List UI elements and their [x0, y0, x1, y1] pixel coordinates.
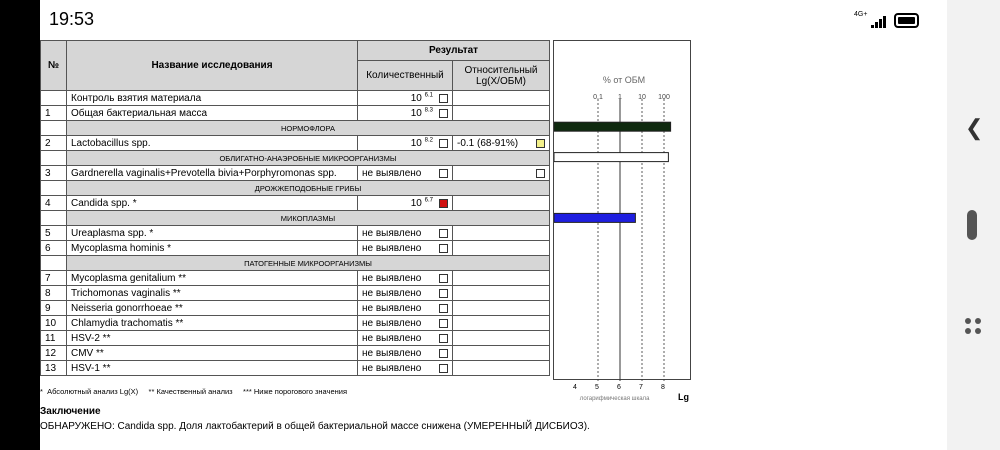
- quant-cell: [358, 106, 453, 121]
- section-row: [41, 256, 550, 271]
- qual-value: не выявлено: [362, 272, 422, 284]
- quant-cell: [358, 271, 453, 286]
- row-name: HSV-1 **: [67, 361, 358, 376]
- scroll-handle[interactable]: [967, 210, 977, 240]
- log-chart: [553, 40, 691, 380]
- chart-title: % от ОБМ: [602, 75, 646, 85]
- rel-cell: [453, 301, 550, 316]
- top-tick-label: 100: [658, 94, 670, 101]
- quant-cell: [358, 136, 453, 151]
- quant-cell: [358, 166, 453, 181]
- row-num: 10: [41, 316, 67, 331]
- qual-value: не выявлено: [362, 347, 422, 359]
- qual-value: не выявлено: [362, 167, 422, 179]
- x-axis-label: логарифмическая шкала: [579, 396, 650, 402]
- table-row: [41, 91, 550, 106]
- row-num: 5: [41, 226, 67, 241]
- result-marker: [439, 94, 448, 103]
- rel-marker: [536, 169, 545, 178]
- table-row: [41, 271, 550, 286]
- table-row: [41, 241, 550, 256]
- row-num: [41, 91, 67, 106]
- rel-cell: [453, 346, 550, 361]
- bottom-tick-label: 5: [595, 384, 599, 391]
- section-row: [41, 211, 550, 226]
- header-result: Результат: [358, 41, 550, 61]
- table-row: [41, 331, 550, 346]
- row-num: 9: [41, 301, 67, 316]
- conclusion-title: Заключение: [40, 406, 101, 417]
- header-name: Название исследования: [67, 41, 358, 91]
- quant-cell: [358, 346, 453, 361]
- result-marker: [439, 364, 448, 373]
- section-label: ПАТОГЕННЫЕ МИКРООРГАНИЗМЫ: [67, 256, 550, 271]
- section-row: [41, 181, 550, 196]
- qual-value: не выявлено: [362, 287, 422, 299]
- result-marker: [439, 139, 448, 148]
- status-icons: [854, 10, 919, 28]
- row-name: Gardnerella vaginalis+Prevotella bivia+Porphyromonas spp.: [67, 166, 358, 181]
- quant-cell: [358, 196, 453, 211]
- chart-bar: [554, 153, 668, 162]
- qual-value: не выявлено: [362, 362, 422, 374]
- result-marker: [439, 349, 448, 358]
- row-num: 1: [41, 106, 67, 121]
- chart-svg: [554, 41, 692, 381]
- row-name: Mycoplasma genitalium **: [67, 271, 358, 286]
- table-row: [41, 136, 550, 151]
- quant-cell: [358, 316, 453, 331]
- row-num: 11: [41, 331, 67, 346]
- bottom-tick-label: 8: [661, 384, 665, 391]
- section-label: ОБЛИГАТНО-АНАЭРОБНЫЕ МИКРООРГАНИЗМЫ: [67, 151, 550, 166]
- header-quant: Количественный: [358, 61, 453, 91]
- row-num: 4: [41, 196, 67, 211]
- signal-icon: [871, 16, 886, 28]
- row-num: 13: [41, 361, 67, 376]
- left-black-bar: [0, 0, 40, 450]
- rel-cell: [453, 106, 550, 121]
- network-label: 4G+: [854, 11, 868, 18]
- table-row: [41, 316, 550, 331]
- row-name: Общая бактериальная масса: [67, 106, 358, 121]
- chart-bar: [554, 122, 671, 131]
- result-marker: [439, 274, 448, 283]
- section-label: НОРМОФЛОРА: [67, 121, 550, 136]
- row-num: 3: [41, 166, 67, 181]
- rel-cell: [453, 91, 550, 106]
- grid-dots-icon[interactable]: [965, 318, 981, 334]
- footnotes: * Абсолютный анализ Lg(X) ** Качественный анализ *** Ниже порогового значения: [40, 387, 348, 396]
- table-row: [41, 361, 550, 376]
- rel-marker: [536, 139, 545, 148]
- rel-cell: [453, 286, 550, 301]
- result-marker: [439, 289, 448, 298]
- quant-cell: [358, 361, 453, 376]
- header-rel: Относительный Lg(X/ОБМ): [453, 61, 550, 91]
- quant-cell: [358, 301, 453, 316]
- result-marker: [439, 169, 448, 178]
- table-row: [41, 301, 550, 316]
- rel-cell: [453, 226, 550, 241]
- rel-cell: -0.1 (68-91%): [453, 136, 550, 151]
- result-marker: [439, 229, 448, 238]
- quant-cell: [358, 331, 453, 346]
- rel-cell: [453, 166, 550, 181]
- qual-value: не выявлено: [362, 242, 422, 254]
- row-name: HSV-2 **: [67, 331, 358, 346]
- section-label: ДРОЖЖЕПОДОБНЫЕ ГРИБЫ: [67, 181, 550, 196]
- row-name: Ureaplasma spp. *: [67, 226, 358, 241]
- rel-cell: [453, 331, 550, 346]
- battery-icon: [894, 13, 919, 28]
- table-row: [41, 106, 550, 121]
- top-tick-label: 0.1: [593, 94, 603, 101]
- bottom-tick-label: 6: [617, 384, 621, 391]
- table-row: [41, 226, 550, 241]
- section-row: [41, 121, 550, 136]
- result-marker: [439, 109, 448, 118]
- result-marker: [439, 304, 448, 313]
- chart-bar: [554, 213, 635, 222]
- qual-value: не выявлено: [362, 227, 422, 239]
- conclusion-text: ОБНАРУЖЕНО: Candida spp. Доля лактобактерий в общей бактериальной массе снижена (УМЕРЕННЫЙ ДИСБИОЗ).: [40, 421, 590, 432]
- row-num: 8: [41, 286, 67, 301]
- table-row: [41, 286, 550, 301]
- quant-value: 10 $^{6.1}$: [410, 92, 433, 104]
- qual-value: не выявлено: [362, 302, 422, 314]
- qual-value: не выявлено: [362, 332, 422, 344]
- quant-cell: [358, 91, 453, 106]
- section-label: МИКОПЛАЗМЫ: [67, 211, 550, 226]
- chart-axis-below: [553, 380, 703, 410]
- quant-cell: [358, 286, 453, 301]
- quant-value: 10 $^{6.7}$: [410, 197, 433, 209]
- bottom-tick-label: 7: [639, 384, 643, 391]
- quant-value: 10 $^{8.3}$: [410, 107, 433, 119]
- row-num: 2: [41, 136, 67, 151]
- result-marker: [439, 244, 448, 253]
- row-name: CMV **: [67, 346, 358, 361]
- top-tick-label: 10: [638, 94, 646, 101]
- rel-cell: [453, 196, 550, 211]
- row-name: Trichomonas vaginalis **: [67, 286, 358, 301]
- table-row: [41, 166, 550, 181]
- rel-cell: [453, 316, 550, 331]
- row-name: Candida spp. *: [67, 196, 358, 211]
- row-name: Mycoplasma hominis *: [67, 241, 358, 256]
- qual-value: не выявлено: [362, 317, 422, 329]
- row-name: Контроль взятия материала: [67, 91, 358, 106]
- row-num: 6: [41, 241, 67, 256]
- rel-cell: [453, 361, 550, 376]
- table-row: [41, 196, 550, 211]
- result-marker: [439, 199, 448, 208]
- top-tick-label: 1: [618, 94, 622, 101]
- row-name: Chlamydia trachomatis **: [67, 316, 358, 331]
- result-marker: [439, 334, 448, 343]
- axis-unit-label: Lg: [678, 392, 689, 402]
- row-name: Neisseria gonorrhoeae **: [67, 301, 358, 316]
- chevron-left-icon[interactable]: ❮: [965, 115, 984, 140]
- status-bar: [40, 0, 947, 38]
- quant-cell: [358, 226, 453, 241]
- table-row: [41, 346, 550, 361]
- status-time: 19:53: [49, 9, 95, 29]
- row-name: Lactobacillus spp.: [67, 136, 358, 151]
- result-marker: [439, 319, 448, 328]
- rel-cell: [453, 271, 550, 286]
- header-num: №: [41, 41, 67, 91]
- section-row: [41, 151, 550, 166]
- bottom-tick-label: 4: [573, 384, 577, 391]
- rel-cell: [453, 241, 550, 256]
- quant-cell: [358, 241, 453, 256]
- row-num: 12: [41, 346, 67, 361]
- results-table: [40, 40, 550, 376]
- row-num: 7: [41, 271, 67, 286]
- quant-value: 10 $^{8.2}$: [410, 137, 433, 149]
